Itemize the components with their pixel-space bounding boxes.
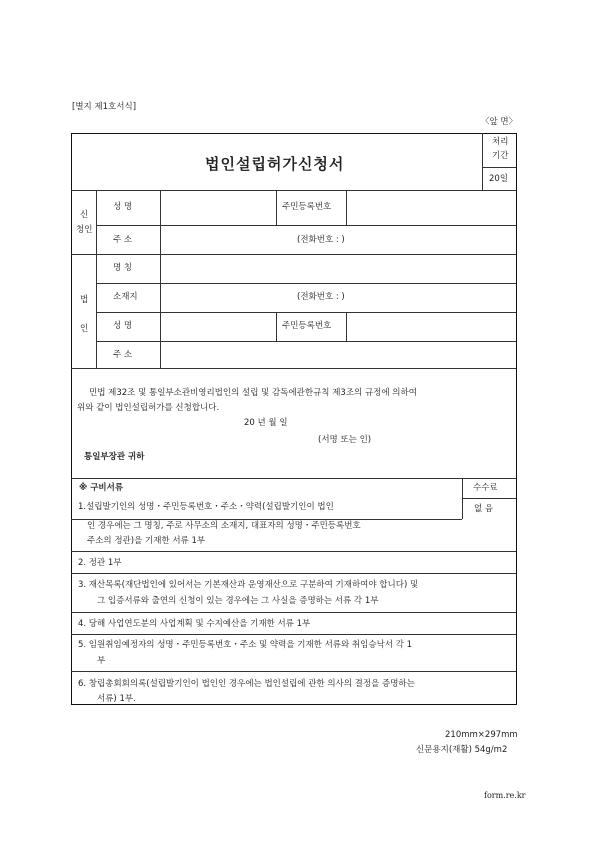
page-side-label: 〈앞 면〉 (481, 117, 518, 127)
divider (346, 312, 347, 341)
divider (462, 498, 516, 499)
document-item-2: 2. 정관 1부 (78, 558, 122, 568)
document-item-3-line-2: 그 입증서류와 출연의 신청이 있는 경우에는 그 사실을 증명하는 서류 각 1부 (97, 596, 379, 606)
form-label: [별지 제1호서식] (72, 102, 137, 112)
corporation-phone: (전화번호 : ) (297, 292, 345, 302)
document-item-6-line-2: 서류) 1부. (97, 694, 136, 704)
statement-line-2: 위와 같이 법인설립허가를 신청합니다. (77, 403, 220, 413)
divider (71, 519, 462, 520)
form-title: 법인설립허가신청서 (205, 155, 345, 173)
divider (482, 167, 516, 168)
document-item-4: 4. 당해 사업연도분의 사업계획 및 수지예산을 기재한 서류 1부 (78, 619, 311, 629)
divider (276, 312, 277, 341)
divider (71, 573, 516, 574)
document-item-6-line-1: 6. 창립총회회의록(설립발기인이 법인인 경우에는 법인설립에 관한 의사의 결정을 증명하는 (78, 679, 415, 689)
divider (346, 190, 347, 225)
corporation-name-label: 명 칭 (113, 263, 133, 273)
fee-label: 수수료 (473, 483, 498, 493)
document-item-1-line-1: 1.설립발기인의 성명・주민등록번호・주소・약력(설립발기인이 법인 (78, 502, 334, 512)
document-item-1-line-3: 주소의 정관)을 기재한 서류 1부 (87, 536, 206, 546)
document-item-3-line-1: 3. 재산목록(재단법인에 있어서는 기본재산과 운영재산으로 구분하여 기재하여야 합니다) 및 (78, 580, 419, 590)
application-date: 20 년 월 일 (244, 418, 288, 428)
statement-line-1: 민법 제32조 및 통일부소관비영리법인의 설립 및 감독에관한규칙 제3조의 규정에 의하여 (89, 388, 417, 398)
divider (71, 254, 516, 255)
documents-header: ※ 구비서류 (79, 483, 124, 493)
applicant-name-label: 성 명 (113, 202, 133, 212)
corporation-location-label: 소재지 (113, 292, 138, 302)
applicant-group-label-1: 신 (80, 210, 89, 220)
divider (71, 368, 516, 369)
document-item-5-line-1: 5. 임원취임예정자의 성명・주민등록번호・주소 및 약력을 기재한 서류와 취임승낙서 각 1 (78, 640, 413, 650)
addressee: 통일부장관 귀하 (84, 452, 145, 462)
processing-label-2: 기간 (492, 151, 509, 161)
divider (71, 612, 516, 613)
divider (96, 341, 516, 342)
applicant-phone: (전화번호 : ) (297, 235, 345, 245)
fee-value: 없 음 (474, 504, 494, 514)
divider (71, 478, 516, 479)
applicant-group-label-2: 청인 (76, 225, 93, 235)
representative-address-label: 주 소 (113, 350, 133, 360)
divider (96, 283, 516, 284)
processing-label-1: 처리 (492, 137, 509, 147)
paper-size: 210mm×297mm (445, 730, 518, 740)
document-item-5-line-2: 부 (97, 656, 106, 666)
corporation-group-label-2: 인 (80, 324, 89, 334)
processing-period: 20일 (489, 174, 509, 184)
divider (71, 634, 516, 635)
divider (71, 190, 516, 191)
applicant-id-label: 주민등록번호 (282, 202, 332, 212)
applicant-address-label: 주 소 (113, 235, 133, 245)
divider (71, 671, 516, 672)
divider (482, 133, 483, 190)
source-watermark: form.re.kr (484, 791, 526, 800)
representative-id-label: 주민등록번호 (282, 321, 332, 331)
divider (96, 312, 516, 313)
divider (96, 225, 516, 226)
representative-name-label: 성 명 (113, 321, 133, 331)
divider (276, 190, 277, 225)
document-item-1-line-2: 인 경우에는 그 명칭, 주로 사무소의 소재지, 대표자의 성명・주민등록번호 (87, 521, 361, 531)
signature-label: (서명 또는 인) (318, 435, 372, 445)
corporation-group-label-1: 법 (80, 295, 89, 305)
paper-type: 신문용지(재활) 54g/m2 (416, 745, 508, 755)
divider (71, 551, 516, 552)
